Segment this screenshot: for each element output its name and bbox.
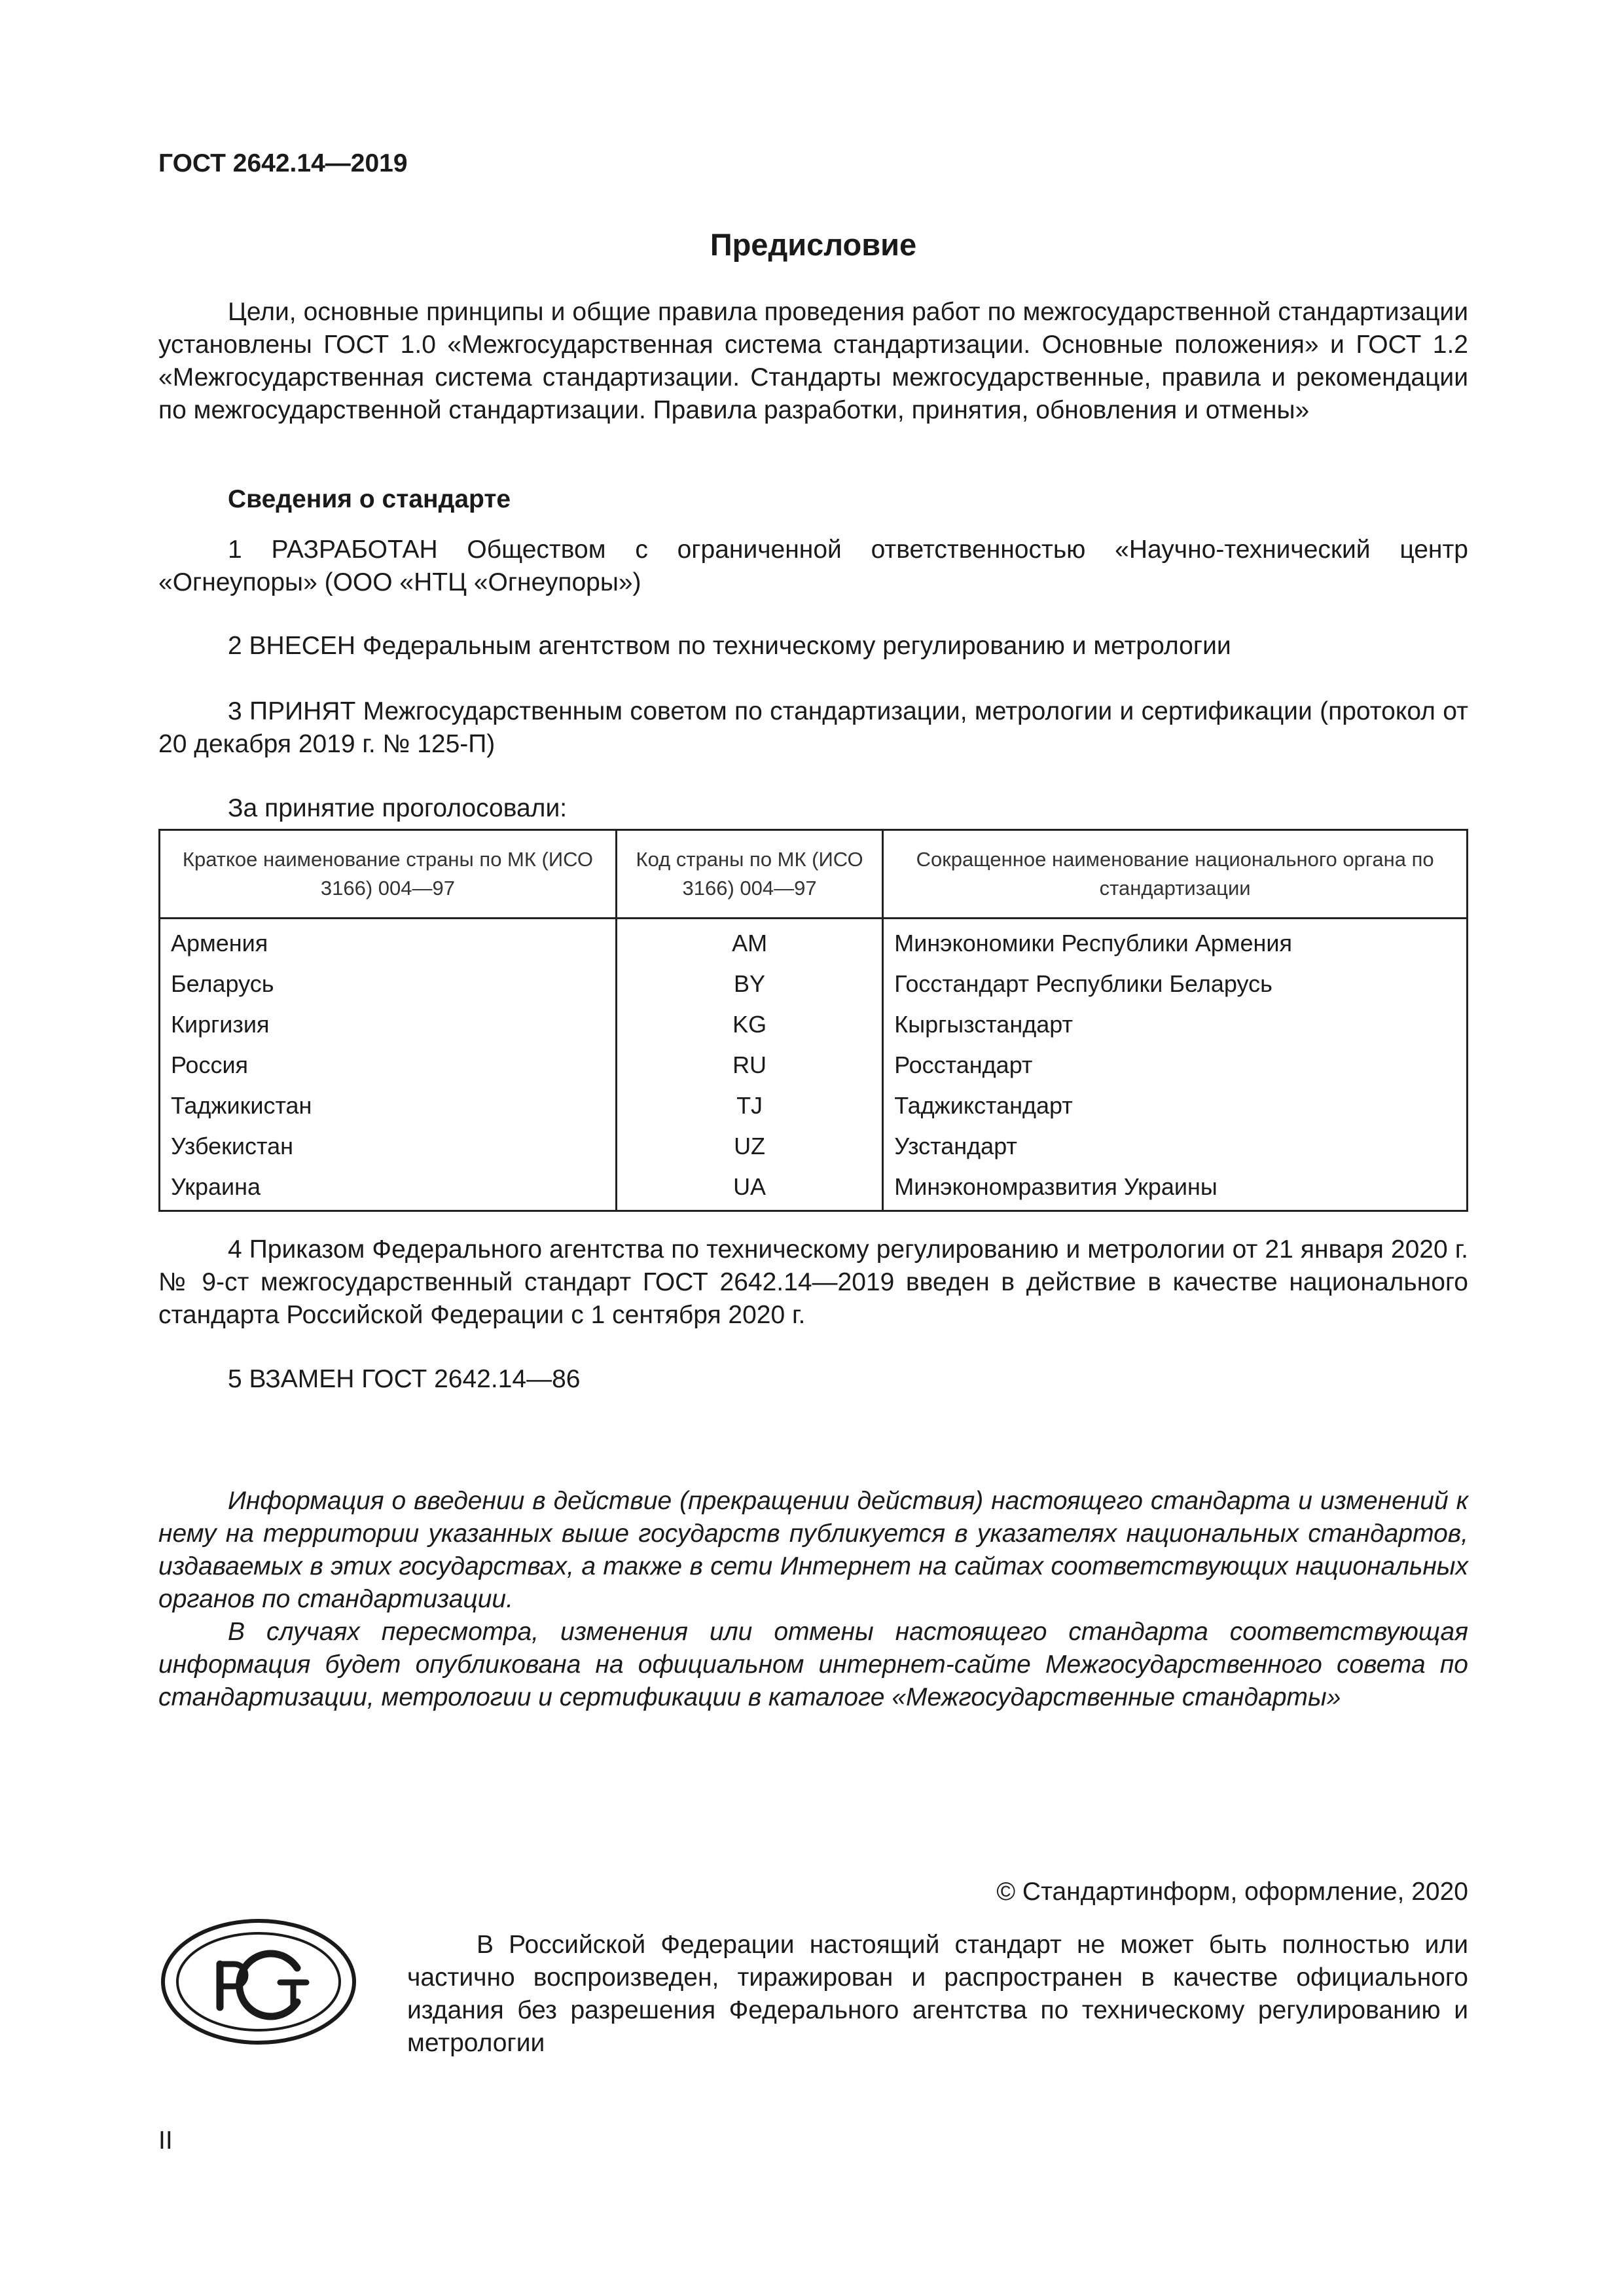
country-name: Россия	[160, 1045, 617, 1085]
copyright: © Стандартинформ, оформление, 2020	[996, 1878, 1468, 1906]
header-country-code: Код страны по МК (ИСО 3166) 004—97	[616, 830, 882, 919]
country-name: Беларусь	[160, 964, 617, 1004]
country-name: Армения	[160, 919, 617, 964]
document-page	[158, 0, 1468, 2296]
table-row	[160, 964, 1468, 1004]
table-header-row	[160, 830, 1468, 919]
item-introduced: 2 ВНЕСЕН Федеральным агентством по техническому регулированию и метрологии	[228, 632, 1231, 660]
table-row	[160, 1126, 1468, 1167]
country-code: KG	[616, 1004, 882, 1045]
standards-body: Росстандарт	[883, 1045, 1468, 1085]
country-code: TJ	[616, 1085, 882, 1126]
standards-body: Таджикстандарт	[883, 1085, 1468, 1126]
country-name: Украина	[160, 1167, 617, 1211]
country-name: Узбекистан	[160, 1126, 617, 1167]
country-code: UZ	[616, 1126, 882, 1167]
country-code: RU	[616, 1045, 882, 1085]
header-country-name: Краткое наименование страны по МК (ИСО 3166) 004—97	[160, 830, 617, 919]
section-title: Сведения о стандарте	[228, 485, 511, 513]
item-replaces: 5 ВЗАМЕН ГОСТ 2642.14—86	[228, 1365, 581, 1393]
table-row	[160, 1004, 1468, 1045]
standards-body: Минэкономики Республики Армения	[883, 919, 1468, 964]
document-header: ГОСТ 2642.14—2019	[158, 149, 408, 177]
standards-body: Узстандарт	[883, 1126, 1468, 1167]
table-row	[160, 1085, 1468, 1126]
item-adopted: 3 ПРИНЯТ Межгосударственным советом по стандартизации, метрологии и сертификации (протокол от 20 декабря 2019 г. № 125-П)	[158, 697, 1468, 758]
country-name: Киргизия	[160, 1004, 617, 1045]
info-paragraph: Информация о введении в действие (прекращении действия) настоящего стандарта и изменений к нему на территории указанных выше государств публикуется в указателях национальных стандартов, издаваемых в этих государствах, а также в сети Интернет на сайтах соответствующих национальных органов по стандартизации.	[158, 1487, 1468, 1613]
header-standards-body: Сокращенное наименование национального органа по стандартизации	[883, 830, 1468, 919]
voting-table	[158, 829, 1468, 1212]
standards-body: Минэкономразвития Украины	[883, 1167, 1468, 1211]
standards-body: Госстандарт Республики Беларусь	[883, 964, 1468, 1004]
page-title: Предисловие	[710, 227, 917, 262]
table-row	[160, 1167, 1468, 1211]
intro-paragraph: Цели, основные принципы и общие правила проведения работ по межгосударственной стандартизации установлены ГОСТ 1.0 «Межгосударственная система стандартизации. Основные положения» и ГОСТ 1.2 «Межгосударственная система стандартизации. Стандарты межгосударственные, правила и рекомендации по межгосударственной стандартизации. Правила разработки, принятия, обновления и отмены»	[158, 298, 1468, 424]
country-code: UA	[616, 1167, 882, 1211]
country-name: Таджикистан	[160, 1085, 617, 1126]
country-code: BY	[616, 964, 882, 1004]
rst-mark-icon	[158, 1917, 359, 2047]
table-row	[160, 919, 1468, 964]
country-code: AM	[616, 919, 882, 964]
item-enacted: 4 Приказом Федерального агентства по техническому регулированию и метрологии от 21 января 2020 г. № 9-ст межгосударственный стандарт ГОСТ 2642.14—2019 введен в действие в качестве национального стандарта Российской Федерации с 1 сентября 2020 г.	[158, 1235, 1468, 1329]
info-paragraph: В случаях пересмотра, изменения или отмены настоящего стандарта соответствующая информация будет опубликована на официальном интернет-сайте Межгосударственного совета по стандартизации, метрологии и сертификации в каталоге «Межгосударственные стандарты»	[158, 1618, 1468, 1711]
page-number: II	[158, 2126, 173, 2155]
table-row	[160, 1045, 1468, 1085]
item-developed: 1 РАЗРАБОТАН Обществом с ограниченной ответственностью «Научно-технический центр «Огнеупоры» (ООО «НТЦ «Огнеупоры»)	[158, 536, 1468, 596]
vote-intro: За принятие проголосовали:	[228, 794, 568, 822]
copyright-notice: В Российской Федерации настоящий стандарт не может быть полностью или частично воспроизведен, тиражирован и распространен в качестве официального издания без разрешения Федерального агентства по техническому регулированию и метрологии	[407, 1931, 1468, 2057]
standards-body: Кыргызстандарт	[883, 1004, 1468, 1045]
